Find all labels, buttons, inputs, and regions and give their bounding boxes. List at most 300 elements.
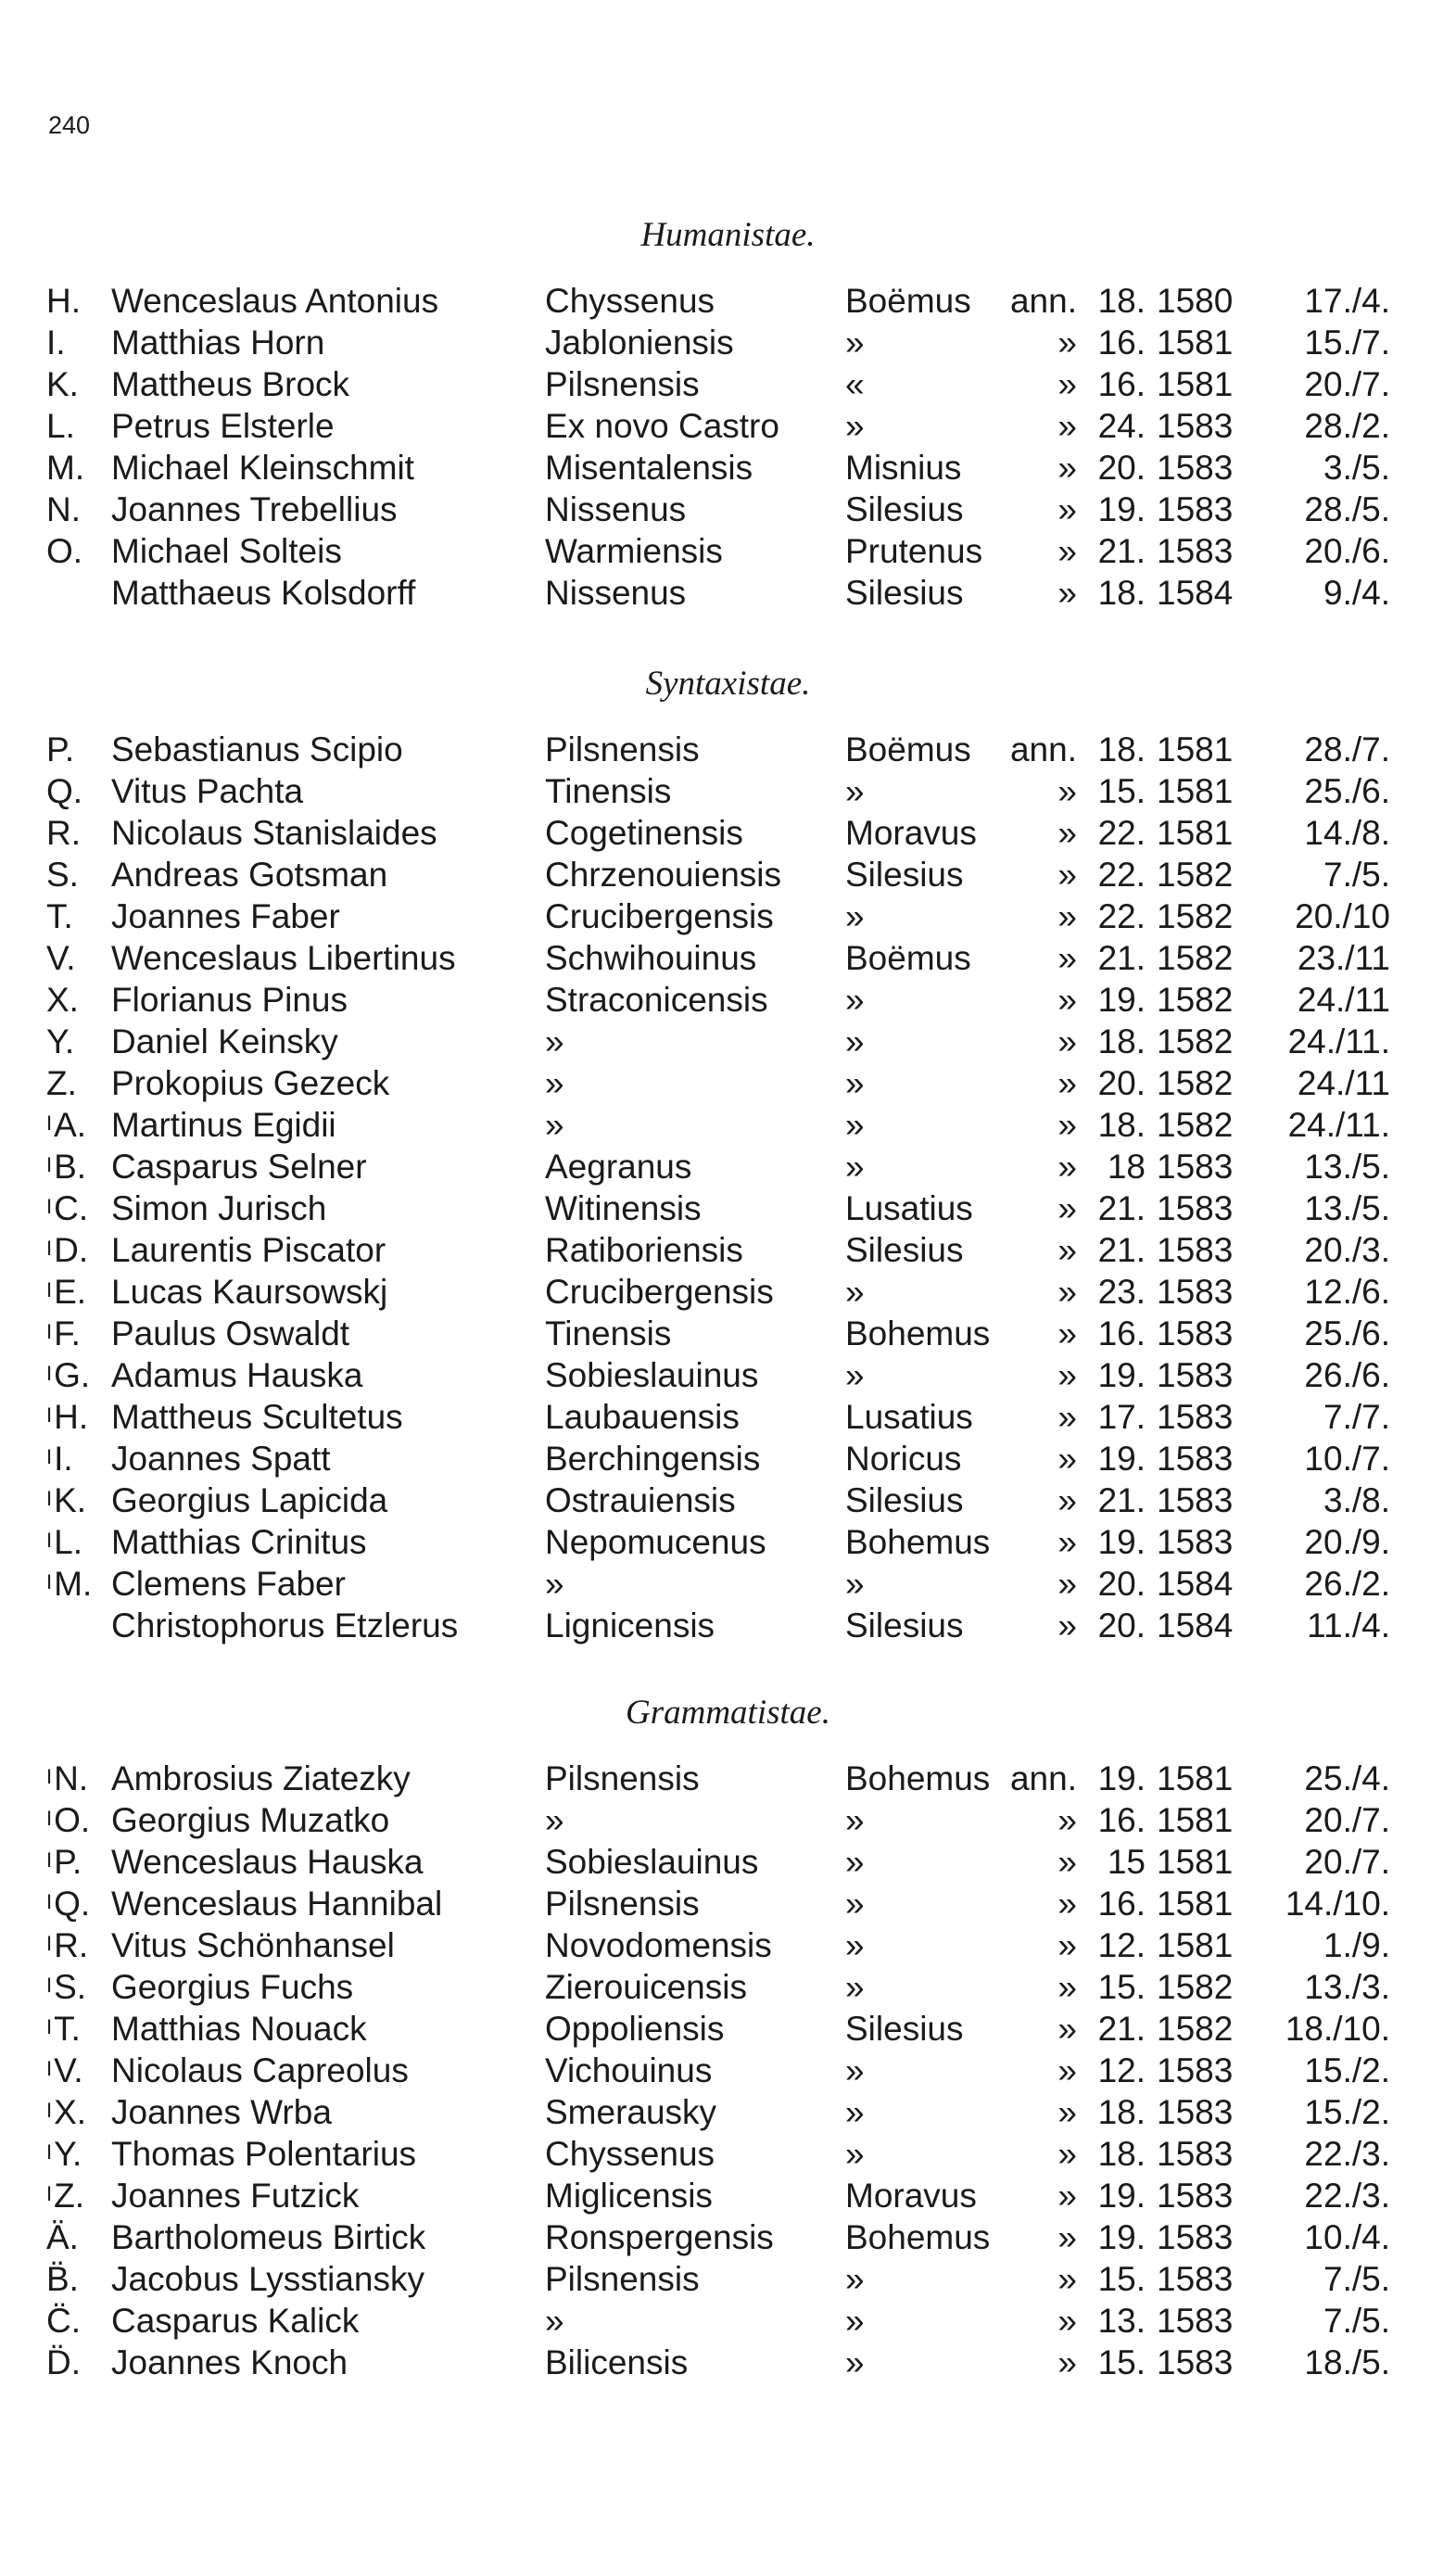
student-origin: Jabloniensis (545, 324, 734, 362)
student-origin: » (545, 1106, 564, 1144)
entry-day: 19. (1097, 1523, 1146, 1561)
entry-letter-text: R. (54, 1926, 89, 1964)
register-row (0, 1062, 1456, 1104)
entry-year: 1583 (1157, 2135, 1234, 2173)
register-row (0, 1966, 1456, 2008)
student-origin: Sobieslauinus (545, 1843, 759, 1881)
entry-day: 20. (1097, 1565, 1146, 1603)
entry-year: 1581 (1157, 1843, 1234, 1881)
page-number: 240 (48, 111, 91, 139)
entry-day: 21. (1097, 1481, 1146, 1519)
entry-year: 1582 (1157, 897, 1234, 935)
student-nation: » (845, 2093, 865, 2131)
register-row (0, 1883, 1456, 1924)
entry-letter-text: A. (54, 1106, 87, 1144)
entry-date: 20./6. (1304, 532, 1390, 570)
entry-year: 1583 (1157, 1314, 1234, 1352)
entry-day: 15. (1097, 2260, 1146, 2298)
entry-letter: Ä. (46, 2218, 79, 2256)
student-name: Joannes Faber (111, 897, 340, 935)
student-nation: » (845, 772, 865, 810)
entry-letter: K. (46, 365, 79, 403)
entry-letter-text: Q. (54, 1885, 91, 1923)
student-name: Jacobus Lysstiansky (111, 2260, 424, 2298)
entry-date: 20./7. (1304, 365, 1390, 403)
entry-letter (46, 1354, 111, 1396)
entry-year: 1583 (1157, 2177, 1234, 2215)
student-nation: Boëmus (845, 282, 971, 320)
entry-letter (46, 1758, 111, 1799)
entry-day: 16. (1097, 365, 1146, 403)
entry-year: 1582 (1157, 856, 1234, 894)
register-row (0, 1758, 1456, 1799)
student-nation: » (845, 1885, 865, 1923)
entry-day: 22. (1097, 856, 1146, 894)
entry-date: 12./6. (1304, 1273, 1390, 1311)
student-origin: Misentalensis (545, 449, 753, 487)
register-row (0, 1354, 1456, 1396)
entry-day: 19. (1097, 2177, 1146, 2215)
entry-date: 14./8. (1304, 814, 1390, 852)
section-title: Syntaxistae. (645, 665, 811, 703)
entry-day: 17. (1097, 1398, 1146, 1436)
entry-letter-superscript: I (46, 2057, 53, 2080)
student-nation: » (845, 2260, 865, 2298)
entry-date: 23./11 (1297, 939, 1390, 977)
entry-letter (46, 1799, 111, 1841)
entry-date: 20./3. (1304, 1231, 1390, 1269)
entry-year: 1582 (1157, 1022, 1234, 1060)
student-name: Wenceslaus Hannibal (111, 1885, 443, 1923)
entry-date: 15./7. (1304, 324, 1390, 362)
entry-date: 13./5. (1304, 1189, 1390, 1227)
student-nation: Silesius (845, 490, 964, 528)
entry-year: 1582 (1157, 1106, 1234, 1144)
register-row (0, 2258, 1456, 2300)
entry-date: 3./5. (1323, 449, 1390, 487)
entry-date: 20./10 (1295, 897, 1390, 935)
entry-letter-superscript: I (46, 1278, 53, 1301)
entry-letter (46, 1146, 111, 1187)
student-nation: Bohemus (845, 1314, 991, 1352)
student-nation: Silesius (845, 1481, 964, 1519)
entry-ann: » (1057, 365, 1077, 403)
student-origin: Zierouicensis (545, 1968, 747, 2006)
entry-letter: D̈. (46, 2343, 81, 2381)
entry-letter-text: S. (54, 1968, 87, 2006)
entry-ann: » (1057, 2260, 1077, 2298)
entry-year: 1581 (1157, 730, 1234, 768)
student-nation: » (845, 1022, 865, 1060)
entry-letter-superscript: I (46, 1111, 53, 1135)
student-nation: Noricus (845, 1440, 962, 1478)
entry-letter: O. (46, 532, 83, 570)
entry-year: 1580 (1157, 282, 1234, 320)
entry-letter-text: B. (54, 1148, 87, 1186)
entry-year: 1583 (1157, 490, 1234, 528)
entry-year: 1581 (1157, 1801, 1234, 1839)
entry-ann: » (1057, 897, 1077, 935)
student-origin: Nissenus (545, 574, 687, 612)
student-origin: Tinensis (545, 772, 672, 810)
student-origin: Laubauensis (545, 1398, 740, 1436)
entry-date: 14./10. (1285, 1885, 1390, 1923)
entry-ann: » (1057, 1398, 1077, 1436)
student-origin: Miglicensis (545, 2177, 713, 2215)
student-origin: Tinensis (545, 1314, 672, 1352)
student-name: Simon Jurisch (111, 1189, 327, 1227)
student-origin: Oppoliensis (545, 2010, 725, 2048)
student-origin: » (545, 1064, 564, 1102)
entry-date: 28./2. (1304, 407, 1390, 445)
entry-ann: » (1057, 1148, 1077, 1186)
student-origin: Witinensis (545, 1189, 702, 1227)
entry-year: 1583 (1157, 1356, 1234, 1394)
student-nation: » (845, 1926, 865, 1964)
student-origin: Pilsnensis (545, 365, 700, 403)
register-row (0, 572, 1456, 614)
entry-day: 16. (1097, 1801, 1146, 1839)
entry-day: 24. (1097, 407, 1146, 445)
student-nation: » (845, 1843, 865, 1881)
entry-year: 1583 (1157, 1273, 1234, 1311)
entry-year: 1584 (1157, 1565, 1234, 1603)
student-name: Georgius Muzatko (111, 1801, 390, 1839)
entry-date: 10./4. (1304, 2218, 1390, 2256)
entry-day: 19. (1097, 490, 1146, 528)
register-row (0, 812, 1456, 854)
entry-letter-text: Y. (54, 2135, 82, 2173)
student-name: Matthias Crinitus (111, 1523, 367, 1561)
student-name: Adamus Hauska (111, 1356, 363, 1394)
student-name: Lucas Kaursowskj (111, 1273, 388, 1311)
entry-day: 12. (1097, 1926, 1146, 1964)
entry-letter: C̈. (46, 2302, 81, 2340)
register-row (0, 489, 1456, 530)
entry-year: 1581 (1157, 1759, 1234, 1797)
register-row (0, 2342, 1456, 2383)
student-origin: Crucibergensis (545, 897, 774, 935)
entry-day: 19. (1097, 2218, 1146, 2256)
student-origin: Crucibergensis (545, 1273, 774, 1311)
entry-letter-superscript: I (46, 1487, 53, 1510)
student-origin: Ratiboriensis (545, 1231, 743, 1269)
entry-date: 24./11 (1297, 981, 1390, 1019)
entry-date: 10./7. (1304, 1440, 1390, 1478)
entry-year: 1583 (1157, 2302, 1234, 2340)
student-origin: » (545, 2302, 564, 2340)
entry-date: 11./4. (1307, 1606, 1390, 1644)
student-origin: Pilsnensis (545, 2260, 700, 2298)
register-row (0, 2008, 1456, 2050)
entry-letter-superscript: I (46, 1320, 53, 1343)
entry-date: 15./2. (1304, 2093, 1390, 2131)
entry-ann: » (1057, 1968, 1077, 2006)
student-nation: « (845, 365, 865, 403)
entry-letter (46, 1104, 111, 1146)
entry-letter-text: C. (54, 1189, 89, 1227)
student-origin: Lignicensis (545, 1606, 715, 1644)
entry-letter-superscript: I (46, 1890, 53, 1913)
register-row (0, 1229, 1456, 1271)
entry-letter-text: X. (54, 2093, 87, 2131)
entry-letter-superscript: I (46, 1807, 53, 1830)
student-nation: Lusatius (845, 1398, 973, 1436)
student-nation: » (845, 2135, 865, 2173)
student-nation: » (845, 897, 865, 935)
register-row (0, 1841, 1456, 1883)
entry-letter-text: K. (54, 1481, 87, 1519)
entry-ann: » (1057, 324, 1077, 362)
entry-ann: » (1057, 2343, 1077, 2381)
entry-date: 24./11. (1287, 1106, 1390, 1144)
entry-ann: » (1057, 2051, 1077, 2089)
student-name: Mattheus Scultetus (111, 1398, 403, 1436)
entry-day: 20. (1097, 1064, 1146, 1102)
entry-letter: M. (46, 449, 85, 487)
entry-letter-text: L. (54, 1523, 82, 1561)
entry-letter: V. (46, 939, 76, 977)
register-row (0, 280, 1456, 322)
student-origin: Smerausky (545, 2093, 717, 2131)
entry-letter-superscript: I (46, 2015, 53, 2038)
register-row (0, 1479, 1456, 1521)
entry-ann: » (1057, 1926, 1077, 1964)
entry-ann: » (1057, 1523, 1077, 1561)
entry-letter: I. (46, 324, 66, 362)
student-name: Nicolaus Capreolus (111, 2051, 409, 2089)
entry-ann: » (1057, 1801, 1077, 1839)
entry-letter (46, 1396, 111, 1438)
entry-day: 18. (1097, 574, 1146, 612)
entry-day: 12. (1097, 2051, 1146, 2089)
student-origin: Pilsnensis (545, 730, 700, 768)
student-origin: Warmiensis (545, 532, 723, 570)
register-row (0, 2091, 1456, 2133)
student-name: Georgius Lapicida (111, 1481, 388, 1519)
entry-ann: » (1057, 1273, 1077, 1311)
entry-letter: R. (46, 814, 81, 852)
entry-year: 1583 (1157, 2218, 1234, 2256)
entry-date: 25./6. (1304, 1314, 1390, 1352)
entry-date: 25./6. (1304, 772, 1390, 810)
entry-letter-superscript: I (46, 2182, 53, 2205)
student-name: Wenceslaus Libertinus (111, 939, 456, 977)
register-row (0, 1146, 1456, 1187)
register-row (0, 1605, 1456, 1646)
entry-date: 7./7. (1323, 1398, 1390, 1436)
student-origin: Pilsnensis (545, 1759, 700, 1797)
entry-year: 1582 (1157, 981, 1234, 1019)
entry-day: 18. (1097, 1022, 1146, 1060)
entry-letter: X. (46, 981, 79, 1019)
student-nation: » (845, 981, 865, 1019)
entry-year: 1583 (1157, 2093, 1234, 2131)
entry-day: 21. (1097, 939, 1146, 977)
entry-letter (46, 1924, 111, 1966)
student-name: Casparus Selner (111, 1148, 367, 1186)
student-name: Bartholomeus Birtick (111, 2218, 426, 2256)
entry-date: 26./6. (1304, 1356, 1390, 1394)
student-nation: » (845, 324, 865, 362)
entry-year: 1584 (1157, 1606, 1234, 1644)
entry-date: 17./4. (1304, 282, 1390, 320)
entry-day: 21. (1097, 2010, 1146, 2048)
entry-date: 7./5. (1323, 2302, 1390, 2340)
student-origin: Straconicensis (545, 981, 768, 1019)
student-nation: » (845, 1106, 865, 1144)
entry-day: 23. (1097, 1273, 1146, 1311)
student-nation: Silesius (845, 574, 964, 612)
entry-ann: » (1057, 772, 1077, 810)
entry-date: 9./4. (1323, 574, 1390, 612)
entry-year: 1583 (1157, 1189, 1234, 1227)
register-row (0, 1104, 1456, 1146)
entry-day: 18 (1107, 1148, 1146, 1186)
register-row (0, 1313, 1456, 1354)
entry-date: 26./2. (1304, 1565, 1390, 1603)
entry-letter (46, 1271, 111, 1313)
student-name: Martinus Egidii (111, 1106, 336, 1144)
entry-date: 15./2. (1304, 2051, 1390, 2089)
entry-ann: » (1057, 574, 1077, 612)
entry-day: 15. (1097, 2343, 1146, 2381)
student-nation: » (845, 2302, 865, 2340)
register-row (0, 1799, 1456, 1841)
entry-year: 1581 (1157, 324, 1234, 362)
register-row (0, 447, 1456, 489)
student-name: Daniel Keinsky (111, 1022, 338, 1060)
entry-day: 18. (1097, 730, 1146, 768)
student-name: Joannes Knoch (111, 2343, 348, 2381)
entry-year: 1583 (1157, 1440, 1234, 1478)
entry-letter-text: T. (54, 2010, 81, 2048)
register-row (0, 770, 1456, 812)
entry-letter-text: I. (54, 1440, 73, 1478)
student-nation: Silesius (845, 1231, 964, 1269)
entry-date: 13./5. (1304, 1148, 1390, 1186)
student-name: Wenceslaus Hauska (111, 1843, 424, 1881)
entry-letter (46, 1313, 111, 1354)
entry-date: 28./5. (1304, 490, 1390, 528)
entry-year: 1583 (1157, 1398, 1234, 1436)
student-nation: » (845, 2343, 865, 2381)
student-name: Christophorus Etzlerus (111, 1606, 459, 1644)
entry-day: 15 (1107, 1843, 1146, 1881)
student-name: Thomas Polentarius (111, 2135, 417, 2173)
entry-letter: S. (46, 856, 79, 894)
student-name: Clemens Faber (111, 1565, 346, 1603)
student-nation: Misnius (845, 449, 962, 487)
student-name: Paulus Oswaldt (111, 1314, 350, 1352)
entry-ann: ann. (1009, 730, 1077, 768)
entry-ann: » (1057, 1356, 1077, 1394)
entry-letter-text: V. (54, 2051, 83, 2089)
student-name: Matthias Horn (111, 324, 325, 362)
register-row (0, 2216, 1456, 2258)
entry-year: 1582 (1157, 1968, 1234, 2006)
entry-year: 1583 (1157, 2051, 1234, 2089)
entry-year: 1583 (1157, 1523, 1234, 1561)
entry-letter-text: H. (54, 1398, 89, 1436)
entry-letter-superscript: I (46, 2099, 53, 2122)
student-name: Mattheus Brock (111, 365, 350, 403)
student-origin: Aegranus (545, 1148, 692, 1186)
entry-letter-superscript: I (46, 1237, 53, 1260)
student-name: Joannes Futzick (111, 2177, 360, 2215)
entry-ann: ann. (1009, 282, 1077, 320)
entry-ann: » (1057, 1885, 1077, 1923)
student-nation: » (845, 407, 865, 445)
student-origin: Chyssenus (545, 2135, 715, 2173)
entry-letter (46, 2133, 111, 2175)
student-nation: Silesius (845, 2010, 964, 2048)
entry-day: 19. (1097, 981, 1146, 1019)
entry-day: 18. (1097, 2093, 1146, 2131)
register-row (0, 2175, 1456, 2216)
entry-ann: » (1057, 856, 1077, 894)
student-origin: Chrzenouiensis (545, 856, 782, 894)
student-name: Laurentis Piscator (111, 1231, 386, 1269)
entry-day: 15. (1097, 772, 1146, 810)
entry-letter-superscript: I (46, 1529, 53, 1552)
student-nation: » (845, 1356, 865, 1394)
register-row (0, 1438, 1456, 1479)
entry-letter-text: F. (54, 1314, 81, 1352)
entry-letter-superscript: I (46, 2140, 53, 2164)
entry-date: 13./3. (1304, 1968, 1390, 2006)
student-name: Nicolaus Stanislaides (111, 814, 437, 852)
register-row (0, 854, 1456, 895)
student-origin: Nepomucenus (545, 1523, 766, 1561)
entry-year: 1582 (1157, 2010, 1234, 2048)
student-origin: Sobieslauinus (545, 1356, 759, 1394)
entry-letter (46, 1229, 111, 1271)
entry-year: 1581 (1157, 1926, 1234, 1964)
entry-year: 1581 (1157, 1885, 1234, 1923)
entry-date: 20./7. (1304, 1843, 1390, 1881)
entry-date: 24./11 (1297, 1064, 1390, 1102)
entry-date: 3./8. (1323, 1481, 1390, 1519)
register-row (0, 729, 1456, 770)
register-row (0, 979, 1456, 1021)
register-row (0, 322, 1456, 363)
register-row (0, 1521, 1456, 1563)
entry-ann: » (1057, 1231, 1077, 1269)
entry-year: 1582 (1157, 939, 1234, 977)
register-row (0, 530, 1456, 572)
entry-year: 1583 (1157, 532, 1234, 570)
student-nation: Silesius (845, 1606, 964, 1644)
entry-ann: » (1057, 1565, 1077, 1603)
entry-ann: » (1057, 2177, 1077, 2215)
student-nation: Boëmus (845, 939, 971, 977)
entry-year: 1583 (1157, 2260, 1234, 2298)
student-nation: Moravus (845, 2177, 977, 2215)
register-row (0, 1563, 1456, 1605)
student-nation: Moravus (845, 814, 977, 852)
entry-ann: » (1057, 1022, 1077, 1060)
entry-ann: » (1057, 1064, 1077, 1102)
entry-date: 20./9. (1304, 1523, 1390, 1561)
entry-date: 25./4. (1304, 1759, 1390, 1797)
student-origin: Cogetinensis (545, 814, 743, 852)
entry-date: 22./3. (1304, 2177, 1390, 2215)
student-name: Petrus Elsterle (111, 407, 335, 445)
entry-year: 1581 (1157, 365, 1234, 403)
entry-year: 1583 (1157, 1148, 1234, 1186)
student-nation: » (845, 1565, 865, 1603)
